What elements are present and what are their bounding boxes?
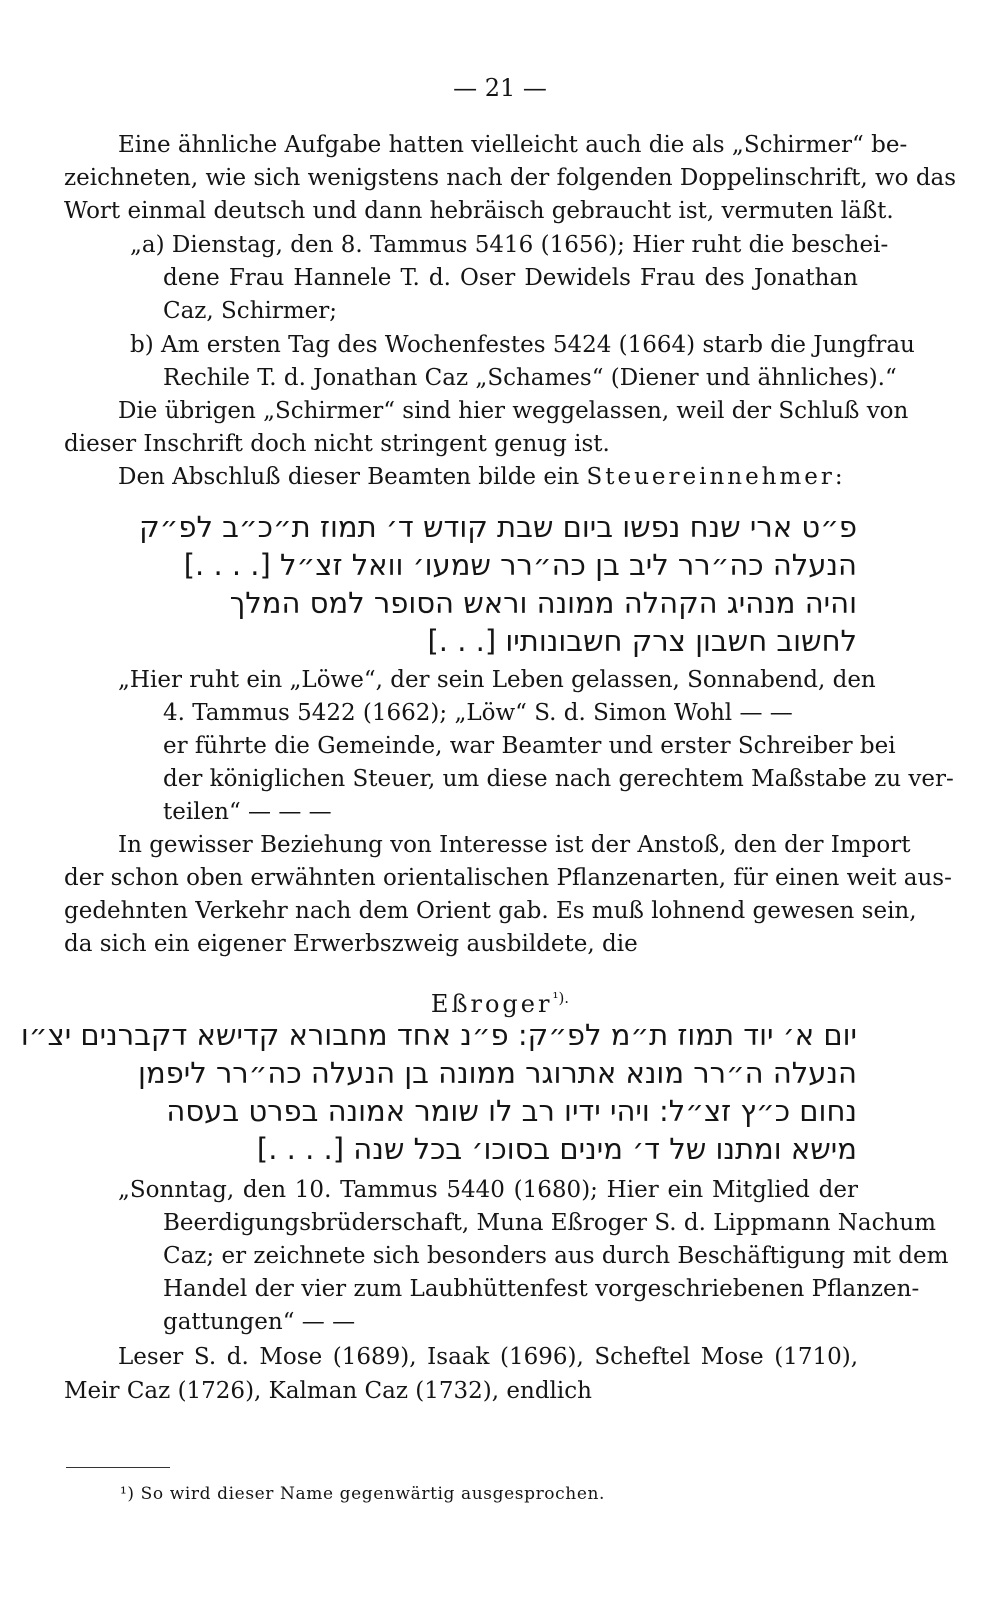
text-line: Eine ähnliche Aufgabe hatten vielleicht auch die als „Schirmer“ be- (118, 132, 908, 158)
footnote: ¹) So wird dieser Name gegenwärtig ausgesprochen. (120, 1484, 606, 1504)
quote-line: Rechile T. d. Jonathan Caz „Schames“ (Diener und ähnliches).“ (163, 365, 897, 391)
text-line: zeichneten, wie sich wenigstens nach der folgenden Doppelinschrift, wo das (64, 165, 957, 191)
quote-line: der königlichen Steuer, um diese nach gerechtem Maßstabe zu ver- (163, 766, 954, 792)
hebrew-line: והיה מנהיג הקהלה ממונה וראש הסופר למס המלך (229, 586, 857, 620)
text-line: In gewisser Beziehung von Interesse ist der Anstoß, den der Import (118, 832, 911, 858)
quote-line: Handel der vier zum Laubhüttenfest vorgeschriebenen Pflanzen- (163, 1276, 920, 1302)
emphasized-term: Steuereinnehmer: (586, 464, 846, 490)
section-heading (0, 983, 1000, 1019)
hebrew-line: לחשוב חשבון צרק חשבונותיו [. . .] (427, 624, 857, 658)
quote-line: Caz; er zeichnete sich besonders aus durch Beschäftigung mit dem (163, 1243, 949, 1269)
quote-line: teilen“ — — — (163, 799, 332, 825)
text-line: der schon oben erwähnten orientalischen Pflanzenarten, für einen weit aus- (64, 865, 952, 891)
hebrew-line: הנעלה כה״רר ליב בן כה״רר שמעו׳ וואל זצ״ל [. . . .] (183, 548, 857, 582)
text-line: gedehnten Verkehr nach dem Orient gab. Es muß lohnend gewesen sein, (64, 898, 917, 924)
text-line (118, 462, 846, 492)
text-line: Meir Caz (1726), Kalman Caz (1732), endlich (64, 1378, 592, 1404)
quote-line: „a) Dienstag, den 8. Tammus 5416 (1656); Hier ruht die beschei- (130, 232, 889, 258)
footnote-marker: ¹). (552, 989, 570, 1007)
quote-line: dene Frau Hannele T. d. Oser Dewidels Frau des Jonathan (163, 265, 858, 291)
quote-line: b) Am ersten Tag des Wochenfestes 5424 (1664) starb die Jungfrau (130, 332, 915, 358)
hebrew-line: הנעלה ה״רר מונא אתרוגר ממונה בן הנעלה כה״רר ליפמן (138, 1056, 857, 1090)
hebrew-line: נחום כ״ץ זצ״ל: ויהי ידיו רב לו שומר אמונה בפרט בעסה (166, 1094, 857, 1128)
quote-line: Caz, Schirmer; (163, 298, 338, 324)
quote-line: Beerdigungsbrüderschaft, Muna Eßroger S. d. Lippmann Nachum (163, 1210, 936, 1236)
text-line: Leser S. d. Mose (1689), Isaak (1696), Scheftel Mose (1710), (118, 1344, 858, 1370)
text-line: Wort einmal deutsch und dann hebräisch gebraucht ist, vermuten läßt. (64, 198, 894, 224)
quote-line: „Sonntag, den 10. Tammus 5440 (1680); Hier ein Mitglied der (118, 1177, 858, 1203)
text-line: Die übrigen „Schirmer“ sind hier weggelassen, weil der Schluß von (118, 398, 909, 424)
hebrew-line: מישא ומתנו של ד׳ מינים בסוכו׳ בכל שנה [. . . .] (256, 1132, 857, 1166)
footnote-rule (66, 1467, 170, 1468)
quote-line: 4. Tammus 5422 (1662); „Löw“ S. d. Simon Wohl — — (163, 700, 793, 726)
hebrew-line: יום א׳ יוד תמוז ת״מ לפ״ק: פ״נ אחד מחבורא קדישא דקברנים יצ״ו (20, 1018, 857, 1052)
quote-line: er führte die Gemeinde, war Beamter und erster Schreiber bei (163, 733, 896, 759)
quote-line: „Hier ruht ein „Löwe“, der sein Leben gelassen, Sonnabend, den (118, 667, 876, 693)
heading-term: Eßroger (430, 990, 553, 1018)
text-span: Den Abschluß dieser Beamten bilde ein (118, 464, 587, 490)
text-line: dieser Inschrift doch nicht stringent genug ist. (64, 431, 610, 457)
quote-line: gattungen“ — — (163, 1309, 356, 1335)
text-line: da sich ein eigener Erwerbszweig ausbildete, die (64, 931, 638, 957)
page-number: — 21 — (453, 74, 547, 102)
hebrew-line: פ״ט ארי שנח נפשו ביום שבת קודש ד׳ תמוז ת״כ״ב לפ״ק (139, 510, 857, 544)
